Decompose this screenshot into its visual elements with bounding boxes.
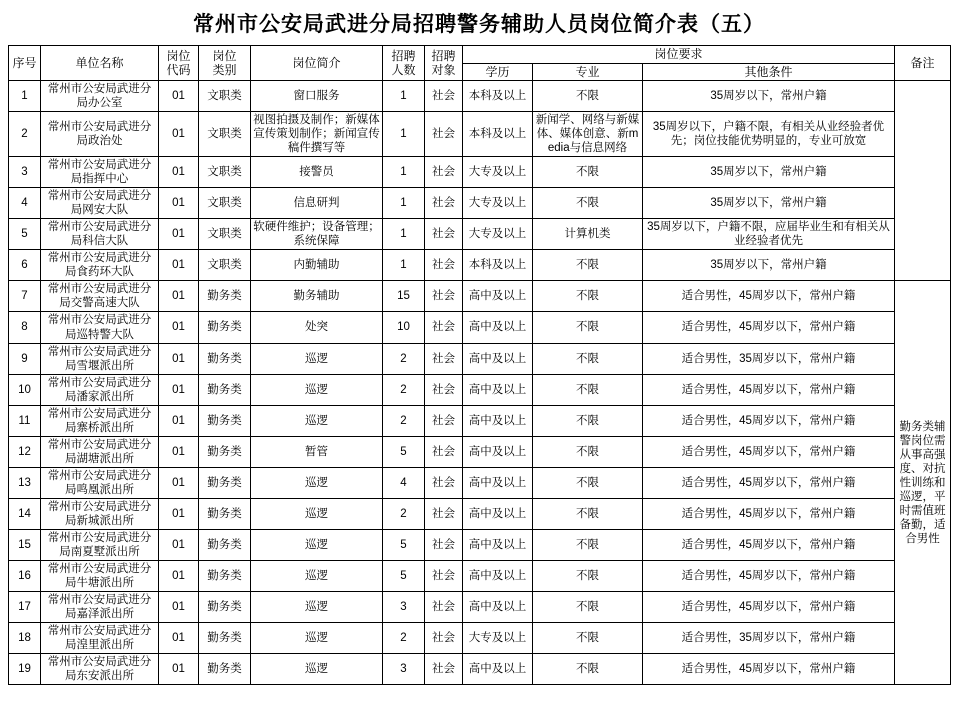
table-row [9, 529, 951, 560]
cell-education: 高中及以上 [463, 498, 533, 529]
cell-other: 35周岁以下，户籍不限，应届毕业生和有相关从业经验者优先 [643, 219, 895, 250]
cell-index: 4 [9, 188, 41, 219]
cell-type: 勤务类 [199, 591, 251, 622]
cell-major: 不限 [533, 622, 643, 653]
cell-education: 大专及以上 [463, 219, 533, 250]
cell-index: 16 [9, 560, 41, 591]
cell-major: 不限 [533, 560, 643, 591]
cell-major: 新闻学、网络与新媒体、媒体创意、新media与信息网络 [533, 112, 643, 157]
cell-major: 不限 [533, 374, 643, 405]
page-title: 常州市公安局武进分局招聘警务辅助人员岗位简介表（五） [193, 11, 765, 36]
cell-code: 01 [159, 405, 199, 436]
cell-type: 勤务类 [199, 436, 251, 467]
cell-major: 不限 [533, 157, 643, 188]
cell-index: 9 [9, 343, 41, 374]
cell-index: 18 [9, 622, 41, 653]
cell-num: 5 [383, 560, 425, 591]
cell-education: 高中及以上 [463, 591, 533, 622]
cell-object: 社会 [425, 312, 463, 343]
table-row [9, 281, 951, 312]
cell-education: 大专及以上 [463, 188, 533, 219]
cell-type: 勤务类 [199, 374, 251, 405]
cell-object: 社会 [425, 622, 463, 653]
cell-object: 社会 [425, 81, 463, 112]
cell-num: 5 [383, 436, 425, 467]
cell-unit: 常州市公安局武进分局食药环大队 [41, 250, 159, 281]
cell-index: 8 [9, 312, 41, 343]
cell-major: 不限 [533, 81, 643, 112]
cell-desc: 软硬件维护；设备管理；系统保障 [251, 219, 383, 250]
cell-type: 勤务类 [199, 467, 251, 498]
cell-object: 社会 [425, 281, 463, 312]
cell-unit: 常州市公安局武进分局指挥中心 [41, 157, 159, 188]
cell-code: 01 [159, 219, 199, 250]
cell-major: 不限 [533, 436, 643, 467]
cell-code: 01 [159, 498, 199, 529]
cell-object: 社会 [425, 436, 463, 467]
cell-code: 01 [159, 653, 199, 684]
column-header-code-line1: 岗位 [166, 48, 191, 63]
cell-type: 勤务类 [199, 312, 251, 343]
table-row [9, 81, 951, 112]
cell-num: 10 [383, 312, 425, 343]
cell-desc: 内勤辅助 [251, 250, 383, 281]
cell-unit: 常州市公安局武进分局东安派出所 [41, 653, 159, 684]
cell-object: 社会 [425, 250, 463, 281]
cell-num: 3 [383, 653, 425, 684]
cell-desc: 勤务辅助 [251, 281, 383, 312]
cell-desc: 巡逻 [251, 560, 383, 591]
cell-other: 适合男性，45周岁以下，常州户籍 [643, 591, 895, 622]
cell-desc: 巡逻 [251, 374, 383, 405]
column-header-unit: 单位名称 [41, 46, 159, 81]
cell-major: 不限 [533, 281, 643, 312]
column-header-other: 其他条件 [643, 63, 895, 81]
table-header-row-1 [9, 46, 951, 64]
cell-major: 不限 [533, 343, 643, 374]
cell-desc: 巡逻 [251, 622, 383, 653]
table-row [9, 436, 951, 467]
column-header-num-line2: 人数 [391, 63, 416, 78]
column-header-object [425, 46, 463, 81]
cell-desc: 巡逻 [251, 653, 383, 684]
cell-object: 社会 [425, 343, 463, 374]
cell-unit: 常州市公安局武进分局潘家派出所 [41, 374, 159, 405]
cell-other: 适合男性，45周岁以下，常州户籍 [643, 312, 895, 343]
column-header-major: 专业 [533, 63, 643, 81]
cell-education: 大专及以上 [463, 157, 533, 188]
column-header-requirements: 岗位要求 [463, 46, 895, 64]
cell-other: 适合男性，35周岁以下，常州户籍 [643, 343, 895, 374]
cell-index: 13 [9, 467, 41, 498]
column-header-num [383, 46, 425, 81]
column-header-index: 序号 [9, 46, 41, 81]
cell-other: 35周岁以下，常州户籍 [643, 250, 895, 281]
cell-code: 01 [159, 312, 199, 343]
cell-desc: 巡逻 [251, 405, 383, 436]
cell-num: 1 [383, 250, 425, 281]
cell-major: 不限 [533, 250, 643, 281]
cell-object: 社会 [425, 405, 463, 436]
cell-index: 17 [9, 591, 41, 622]
cell-type: 勤务类 [199, 622, 251, 653]
cell-unit: 常州市公安局武进分局嘉泽派出所 [41, 591, 159, 622]
cell-index: 6 [9, 250, 41, 281]
cell-code: 01 [159, 343, 199, 374]
cell-unit: 常州市公安局武进分局新城派出所 [41, 498, 159, 529]
cell-unit: 常州市公安局武进分局南夏墅派出所 [41, 529, 159, 560]
cell-index: 10 [9, 374, 41, 405]
table-row [9, 467, 951, 498]
cell-object: 社会 [425, 188, 463, 219]
cell-type: 文职类 [199, 157, 251, 188]
cell-education: 本科及以上 [463, 81, 533, 112]
cell-desc: 窗口服务 [251, 81, 383, 112]
cell-unit: 常州市公安局武进分局湟里派出所 [41, 622, 159, 653]
cell-index: 15 [9, 529, 41, 560]
cell-type: 文职类 [199, 188, 251, 219]
cell-type: 勤务类 [199, 343, 251, 374]
cell-unit: 常州市公安局武进分局网安大队 [41, 188, 159, 219]
column-header-type-line1: 岗位 [212, 48, 237, 63]
cell-type: 文职类 [199, 112, 251, 157]
cell-other: 35周岁以下，户籍不限，有相关从业经验者优先；岗位技能优势明显的，专业可放宽 [643, 112, 895, 157]
cell-education: 大专及以上 [463, 622, 533, 653]
table-row [9, 560, 951, 591]
cell-type: 勤务类 [199, 498, 251, 529]
column-header-education: 学历 [463, 63, 533, 81]
cell-code: 01 [159, 467, 199, 498]
cell-unit: 常州市公安局武进分局科信大队 [41, 219, 159, 250]
cell-education: 高中及以上 [463, 281, 533, 312]
cell-unit: 常州市公安局武进分局湖塘派出所 [41, 436, 159, 467]
cell-code: 01 [159, 529, 199, 560]
cell-desc: 暂管 [251, 436, 383, 467]
cell-education: 高中及以上 [463, 560, 533, 591]
cell-other: 适合男性，45周岁以下，常州户籍 [643, 281, 895, 312]
cell-object: 社会 [425, 219, 463, 250]
cell-code: 01 [159, 436, 199, 467]
table-header [9, 46, 951, 81]
cell-code: 01 [159, 188, 199, 219]
table-row [9, 157, 951, 188]
cell-desc: 接警员 [251, 157, 383, 188]
cell-major: 不限 [533, 653, 643, 684]
cell-code: 01 [159, 81, 199, 112]
cell-major: 不限 [533, 498, 643, 529]
table-row [9, 405, 951, 436]
cell-code: 01 [159, 281, 199, 312]
column-header-code [159, 46, 199, 81]
cell-object: 社会 [425, 112, 463, 157]
cell-desc: 巡逻 [251, 529, 383, 560]
cell-desc: 信息研判 [251, 188, 383, 219]
cell-num: 2 [383, 343, 425, 374]
cell-index: 2 [9, 112, 41, 157]
table-row [9, 312, 951, 343]
cell-index: 19 [9, 653, 41, 684]
cell-num: 2 [383, 405, 425, 436]
cell-unit: 常州市公安局武进分局办公室 [41, 81, 159, 112]
cell-code: 01 [159, 591, 199, 622]
cell-type: 勤务类 [199, 653, 251, 684]
cell-education: 高中及以上 [463, 312, 533, 343]
cell-object: 社会 [425, 591, 463, 622]
cell-index: 5 [9, 219, 41, 250]
cell-education: 高中及以上 [463, 374, 533, 405]
cell-major: 计算机类 [533, 219, 643, 250]
cell-unit: 常州市公安局武进分局寨桥派出所 [41, 405, 159, 436]
cell-num: 3 [383, 591, 425, 622]
column-header-type-line2: 类别 [212, 63, 237, 78]
cell-num: 2 [383, 622, 425, 653]
cell-object: 社会 [425, 374, 463, 405]
cell-other: 适合男性，45周岁以下，常州户籍 [643, 405, 895, 436]
cell-type: 文职类 [199, 219, 251, 250]
cell-code: 01 [159, 250, 199, 281]
table-row [9, 653, 951, 684]
cell-desc: 巡逻 [251, 498, 383, 529]
table-row [9, 498, 951, 529]
cell-index: 1 [9, 81, 41, 112]
cell-type: 勤务类 [199, 405, 251, 436]
column-header-desc: 岗位简介 [251, 46, 383, 81]
cell-other: 适合男性，45周岁以下，常州户籍 [643, 436, 895, 467]
cell-unit: 常州市公安局武进分局鸣凰派出所 [41, 467, 159, 498]
cell-major: 不限 [533, 529, 643, 560]
cell-object: 社会 [425, 157, 463, 188]
cell-desc: 视图拍摄及制作；新媒体宣传策划制作；新闻宣传稿件撰写等 [251, 112, 383, 157]
cell-unit: 常州市公安局武进分局政治处 [41, 112, 159, 157]
cell-other: 适合男性，45周岁以下，常州户籍 [643, 560, 895, 591]
cell-object: 社会 [425, 653, 463, 684]
table-row [9, 219, 951, 250]
cell-education: 本科及以上 [463, 112, 533, 157]
cell-education: 高中及以上 [463, 343, 533, 374]
cell-object: 社会 [425, 560, 463, 591]
table-row [9, 250, 951, 281]
cell-unit: 常州市公安局武进分局交警高速大队 [41, 281, 159, 312]
recruitment-table [8, 45, 951, 685]
cell-code: 01 [159, 622, 199, 653]
cell-num: 1 [383, 81, 425, 112]
cell-education: 本科及以上 [463, 250, 533, 281]
cell-other: 35周岁以下，常州户籍 [643, 81, 895, 112]
cell-type: 勤务类 [199, 529, 251, 560]
cell-code: 01 [159, 374, 199, 405]
cell-note-blank [895, 81, 951, 281]
cell-type: 勤务类 [199, 281, 251, 312]
cell-unit: 常州市公安局武进分局雪堰派出所 [41, 343, 159, 374]
cell-unit: 常州市公安局武进分局牛塘派出所 [41, 560, 159, 591]
cell-object: 社会 [425, 498, 463, 529]
table-row [9, 622, 951, 653]
table-row [9, 374, 951, 405]
cell-object: 社会 [425, 467, 463, 498]
cell-index: 3 [9, 157, 41, 188]
cell-other: 适合男性，45周岁以下，常州户籍 [643, 653, 895, 684]
cell-num: 1 [383, 157, 425, 188]
cell-num: 1 [383, 188, 425, 219]
table-row [9, 343, 951, 374]
cell-other: 35周岁以下，常州户籍 [643, 157, 895, 188]
column-header-code-line2: 代码 [166, 63, 191, 78]
cell-num: 2 [383, 374, 425, 405]
column-header-object-line1: 招聘 [431, 48, 456, 63]
cell-desc: 巡逻 [251, 591, 383, 622]
cell-desc: 巡逻 [251, 467, 383, 498]
cell-index: 12 [9, 436, 41, 467]
cell-other: 适合男性，45周岁以下，常州户籍 [643, 498, 895, 529]
column-header-object-line2: 对象 [431, 63, 456, 78]
cell-education: 高中及以上 [463, 436, 533, 467]
cell-major: 不限 [533, 312, 643, 343]
cell-major: 不限 [533, 188, 643, 219]
cell-code: 01 [159, 157, 199, 188]
cell-note-merged: 勤务类辅警岗位需从事高强度、对抗性训练和巡逻，平时需值班备勤，适合男性 [895, 281, 951, 684]
cell-education: 高中及以上 [463, 467, 533, 498]
cell-other: 适合男性，45周岁以下，常州户籍 [643, 467, 895, 498]
cell-desc: 处突 [251, 312, 383, 343]
table-row [9, 112, 951, 157]
cell-education: 高中及以上 [463, 529, 533, 560]
cell-index: 11 [9, 405, 41, 436]
cell-type: 勤务类 [199, 560, 251, 591]
cell-object: 社会 [425, 529, 463, 560]
cell-education: 高中及以上 [463, 405, 533, 436]
cell-major: 不限 [533, 405, 643, 436]
cell-type: 文职类 [199, 81, 251, 112]
cell-index: 14 [9, 498, 41, 529]
cell-other: 适合男性，35周岁以下，常州户籍 [643, 622, 895, 653]
cell-num: 15 [383, 281, 425, 312]
cell-other: 35周岁以下，常州户籍 [643, 188, 895, 219]
cell-code: 01 [159, 112, 199, 157]
cell-major: 不限 [533, 591, 643, 622]
cell-type: 文职类 [199, 250, 251, 281]
cell-other: 适合男性，45周岁以下，常州户籍 [643, 529, 895, 560]
cell-code: 01 [159, 560, 199, 591]
cell-index: 7 [9, 281, 41, 312]
cell-num: 1 [383, 219, 425, 250]
cell-desc: 巡逻 [251, 343, 383, 374]
cell-num: 5 [383, 529, 425, 560]
cell-education: 高中及以上 [463, 653, 533, 684]
table-row [9, 591, 951, 622]
column-header-note: 备注 [895, 46, 951, 81]
column-header-type [199, 46, 251, 81]
cell-num: 4 [383, 467, 425, 498]
column-header-num-line1: 招聘 [391, 48, 416, 63]
cell-num: 1 [383, 112, 425, 157]
cell-unit: 常州市公安局武进分局巡特警大队 [41, 312, 159, 343]
table-body [9, 81, 951, 685]
cell-major: 不限 [533, 467, 643, 498]
table-row [9, 188, 951, 219]
cell-num: 2 [383, 498, 425, 529]
cell-other: 适合男性，45周岁以下，常州户籍 [643, 374, 895, 405]
